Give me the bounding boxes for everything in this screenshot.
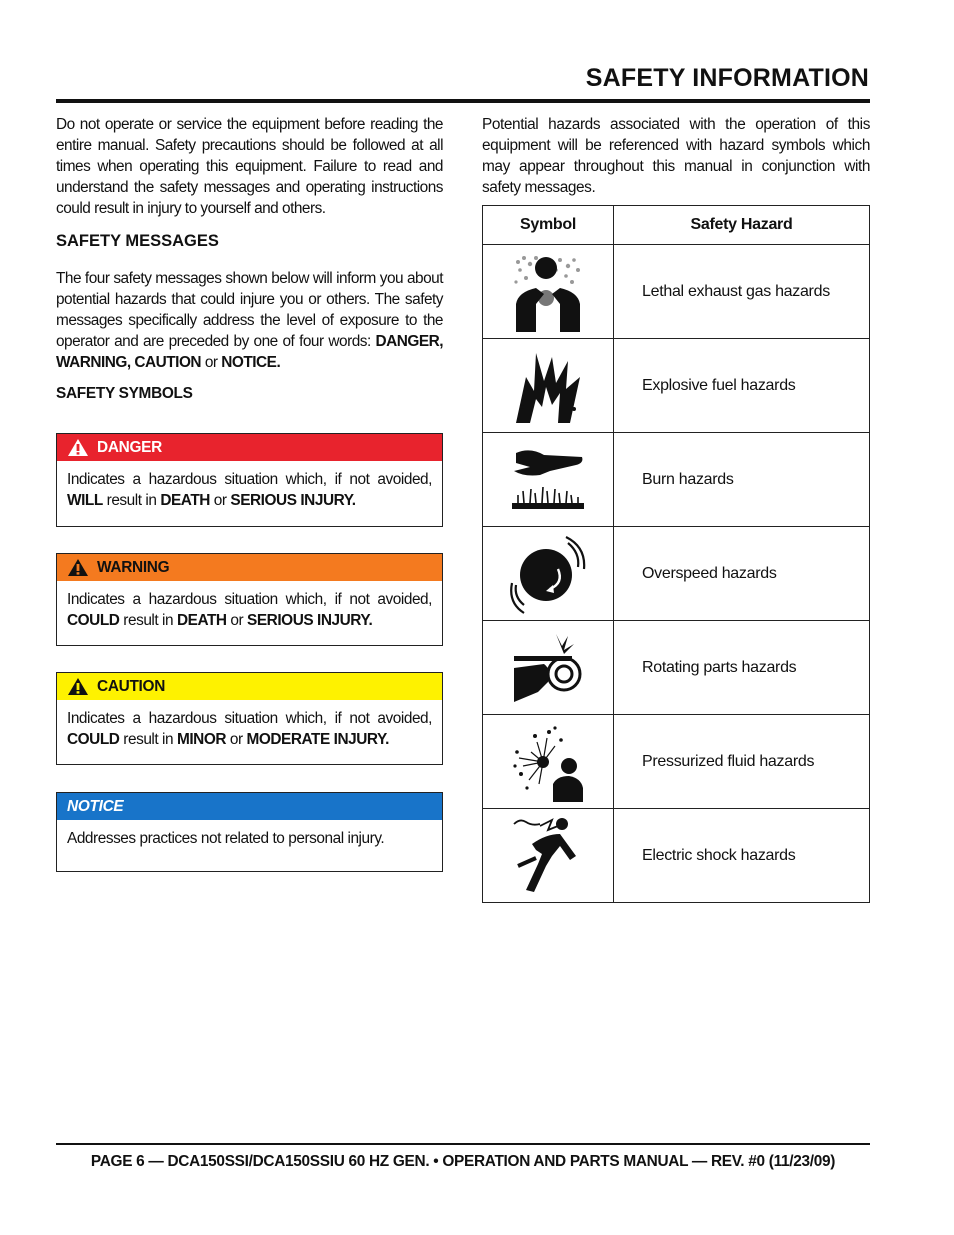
- danger-label: DANGER: [97, 438, 162, 456]
- hazard-description: Pressurized fluid hazards: [614, 715, 870, 809]
- explosion-icon: [512, 347, 584, 425]
- table-row: [483, 809, 870, 903]
- symbol-cell: [483, 433, 614, 527]
- intro-paragraph: Do not operate or service the equipment before reading the entire manual. Safety precautions should be followed at all times when operating this equipment. Failure to read and understand the safety messages and operating instructions could result in injury to yourself and others.: [56, 116, 443, 217]
- symbol-cell: [483, 527, 614, 621]
- warning-triangle-icon: [67, 438, 89, 457]
- safety-messages-heading: SAFETY MESSAGES: [56, 232, 219, 250]
- symbol-cell: [483, 339, 614, 433]
- table-row: [483, 527, 870, 621]
- warning-triangle-icon: [67, 677, 89, 696]
- table-row: [483, 715, 870, 809]
- notice-description: Addresses practices not related to personal injury.: [67, 830, 385, 847]
- page-title: SAFETY INFORMATION: [585, 64, 869, 92]
- caution-or: or: [229, 731, 243, 748]
- table-row: [483, 621, 870, 715]
- caution-level: COULD: [67, 731, 120, 748]
- warning-prefix: Indicates a hazardous situation which, if not avoided,: [67, 591, 432, 608]
- column-header-safety-hazard: Safety Hazard: [614, 206, 870, 245]
- burn-icon: [510, 447, 586, 513]
- hazard-description: Burn hazards: [614, 433, 870, 527]
- hazard-symbols-intro: Potential hazards associated with the operation of this equipment will be referenced with hazard symbols which may appear throughout this manual in conjunction with safety messages.: [482, 116, 870, 196]
- overspeed-icon: [510, 533, 586, 615]
- page-footer: PAGE 6 — DCA150SSI/DCA150SSIU 60 HZ GEN. • OPERATION AND PARTS MANUAL — REV. #0 (11/23/09): [90, 1153, 836, 1170]
- caution-prefix: Indicates a hazardous situation which, if not avoided,: [67, 710, 432, 727]
- danger-result1: DEATH: [160, 492, 210, 509]
- danger-result2: SERIOUS INJURY.: [230, 492, 356, 509]
- table-row: [483, 433, 870, 527]
- table-header-row: [483, 206, 870, 245]
- caution-mid: result in: [123, 731, 174, 748]
- safety-symbols-heading: SAFETY SYMBOLS: [56, 385, 193, 402]
- signal-words-or: or: [204, 354, 218, 371]
- exhaust-gas-icon: [510, 252, 586, 332]
- hazard-table: [482, 205, 870, 903]
- danger-description: [57, 461, 442, 521]
- danger-mid: result in: [106, 492, 157, 509]
- caution-description: [57, 700, 442, 760]
- danger-prefix: Indicates a hazardous situation which, if not avoided,: [67, 471, 432, 488]
- electric-shock-icon: [510, 816, 586, 896]
- caution-header: [57, 673, 442, 700]
- warning-result2: SERIOUS INJURY.: [247, 612, 373, 629]
- hazard-description: Explosive fuel hazards: [614, 339, 870, 433]
- hazard-description: Lethal exhaust gas hazards: [614, 245, 870, 339]
- hazard-description: Rotating parts hazards: [614, 621, 870, 715]
- signal-words: DANGER, WARNING, CAUTION: [56, 333, 443, 371]
- hazard-description: Overspeed hazards: [614, 527, 870, 621]
- signal-word-notice: NOTICE.: [221, 354, 281, 371]
- warning-description: [57, 581, 442, 641]
- column-header-symbol: Symbol: [483, 206, 614, 245]
- warning-level: COULD: [67, 612, 120, 629]
- notice-label: NOTICE: [67, 797, 124, 815]
- notice-header: [57, 793, 442, 820]
- warning-message-box: [56, 553, 443, 646]
- danger-message-box: [56, 433, 443, 527]
- danger-or: or: [213, 492, 227, 509]
- warning-or: or: [230, 612, 244, 629]
- pressurized-fluid-icon: [509, 722, 587, 802]
- caution-message-box: [56, 672, 443, 765]
- symbol-cell: [483, 621, 614, 715]
- danger-level: WILL: [67, 492, 103, 509]
- title-divider: [56, 99, 870, 103]
- warning-mid: result in: [123, 612, 174, 629]
- warning-triangle-icon: [67, 558, 89, 577]
- symbol-cell: [483, 809, 614, 903]
- caution-result1: MINOR: [176, 731, 227, 748]
- symbol-cell: [483, 715, 614, 809]
- safety-messages-paragraph: [56, 268, 443, 373]
- rotating-parts-icon: [510, 630, 586, 706]
- table-row: [483, 339, 870, 433]
- caution-result2: MODERATE INJURY.: [246, 731, 389, 748]
- notice-message-box: [56, 792, 443, 872]
- warning-label: WARNING: [97, 558, 170, 576]
- warning-result1: DEATH: [176, 612, 227, 629]
- caution-label: CAUTION: [97, 677, 166, 695]
- safety-messages-text: The four safety messages shown below will inform you about potential hazards that could injure you or others. The safety messages specifically address the level of exposure to the operator and are preceded by one of four words:: [56, 270, 443, 350]
- table-row: [483, 245, 870, 339]
- warning-header: [57, 554, 442, 581]
- danger-header: [57, 434, 442, 461]
- footer-divider: [56, 1143, 870, 1145]
- symbol-cell: [483, 245, 614, 339]
- hazard-description: Electric shock hazards: [614, 809, 870, 903]
